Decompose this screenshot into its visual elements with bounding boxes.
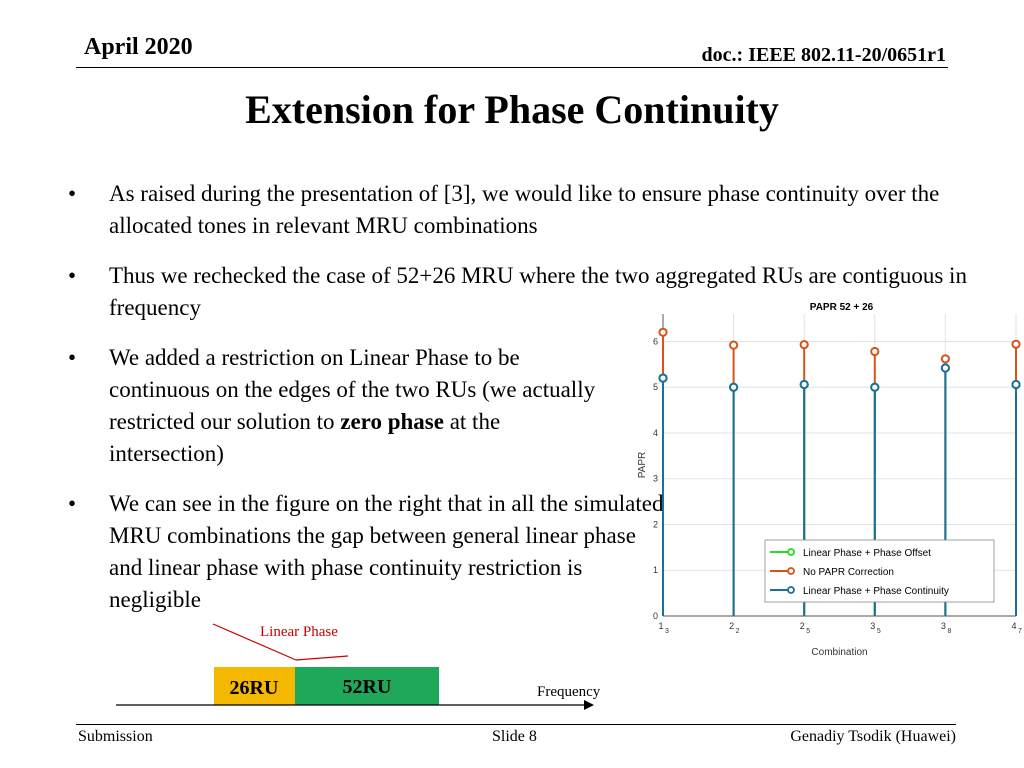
header-divider bbox=[76, 67, 948, 68]
stem-marker bbox=[871, 384, 878, 391]
footer-submission: Submission bbox=[78, 728, 153, 745]
bullet-bold-text: zero phase bbox=[340, 409, 444, 434]
bullet-item: • As raised during the presentation of [3], we would like to ensure phase continuity over the allocated tones in relevant MRU combinations bbox=[62, 178, 1002, 242]
x-tick-sublabel: 5 bbox=[876, 628, 881, 635]
legend-entry: Linear Phase + Phase Offset bbox=[803, 548, 931, 559]
stem-marker bbox=[942, 355, 949, 362]
x-tick-sublabel: 8 bbox=[947, 628, 952, 635]
bullet-item: • Thus we rechecked the case of 52+26 MRU where the two aggregated RUs are contiguous in frequency bbox=[62, 260, 1004, 324]
x-tick-sublabel: 2 bbox=[735, 628, 740, 635]
ru-diagram bbox=[110, 618, 620, 718]
y-tick-label: 5 bbox=[652, 382, 658, 393]
stem-marker bbox=[1012, 341, 1019, 348]
x-tick-sublabel: 7 bbox=[1018, 628, 1022, 635]
header-doc-id: doc.: IEEE 802.11-20/0651r1 bbox=[701, 44, 946, 66]
x-axis-label: Combination bbox=[811, 647, 868, 658]
chart-title: PAPR 52 + 26 bbox=[809, 302, 874, 313]
stem-marker bbox=[801, 341, 808, 348]
frequency-arrow-head bbox=[584, 700, 594, 710]
stem-marker bbox=[659, 329, 666, 336]
legend-entry: No PAPR Correction bbox=[803, 567, 894, 578]
x-tick-label: 3 bbox=[870, 621, 876, 631]
y-tick-label: 6 bbox=[652, 336, 658, 347]
frequency-label: Frequency bbox=[537, 684, 601, 700]
bullet-text: at the intersection) bbox=[109, 409, 501, 466]
footer-divider bbox=[76, 724, 956, 725]
legend-marker bbox=[788, 568, 794, 574]
x-tick-label: 2 bbox=[729, 621, 735, 631]
x-tick-label: 2 bbox=[799, 621, 805, 631]
header-date: April 2020 bbox=[84, 34, 193, 60]
ru-26-label: 26RU bbox=[229, 677, 279, 699]
stem-marker bbox=[659, 374, 666, 381]
x-tick-label: 1 bbox=[658, 621, 664, 631]
y-tick-label: 0 bbox=[652, 611, 658, 621]
stem-marker bbox=[801, 381, 808, 388]
slide-title: Extension for Phase Continuity bbox=[245, 87, 779, 132]
footer-slide-number: Slide 8 bbox=[492, 728, 537, 745]
x-tick-sublabel: 3 bbox=[665, 628, 669, 635]
stem-marker bbox=[730, 342, 737, 349]
x-tick-label: 3 bbox=[940, 621, 946, 631]
papr-chart bbox=[618, 296, 1024, 668]
legend-entry: Linear Phase + Phase Continuity bbox=[803, 586, 949, 597]
ru-52-label: 52RU bbox=[342, 676, 392, 698]
bullet-item bbox=[62, 342, 619, 470]
legend-marker bbox=[788, 587, 794, 593]
x-tick-sublabel: 5 bbox=[806, 628, 811, 635]
stem-marker bbox=[942, 364, 949, 371]
x-tick-label: 4 bbox=[1011, 621, 1017, 631]
y-tick-label: 1 bbox=[652, 565, 658, 576]
y-tick-label: 2 bbox=[652, 519, 658, 530]
footer-author: Genadiy Tsodik (Huawei) bbox=[790, 728, 956, 745]
y-axis-label: PAPR bbox=[637, 451, 648, 479]
stem-marker bbox=[730, 384, 737, 391]
stem-marker bbox=[871, 348, 878, 355]
y-tick-label: 4 bbox=[652, 427, 658, 438]
y-tick-label: 3 bbox=[652, 473, 658, 484]
annotation-line bbox=[296, 656, 348, 660]
bullet-text: We added a restriction on Linear Phase to be continuous on the edges of the two RUs (we actually restricted our solution to bbox=[109, 345, 596, 434]
stem-marker bbox=[1012, 381, 1019, 388]
legend-marker bbox=[788, 549, 794, 555]
bullet-item: • We can see in the figure on the right that in all the simulated MRU combinations the gap between general linear phase and linear phase with phase continuity restriction is negligible bbox=[62, 488, 669, 616]
annotation-label: Linear Phase bbox=[260, 624, 338, 640]
